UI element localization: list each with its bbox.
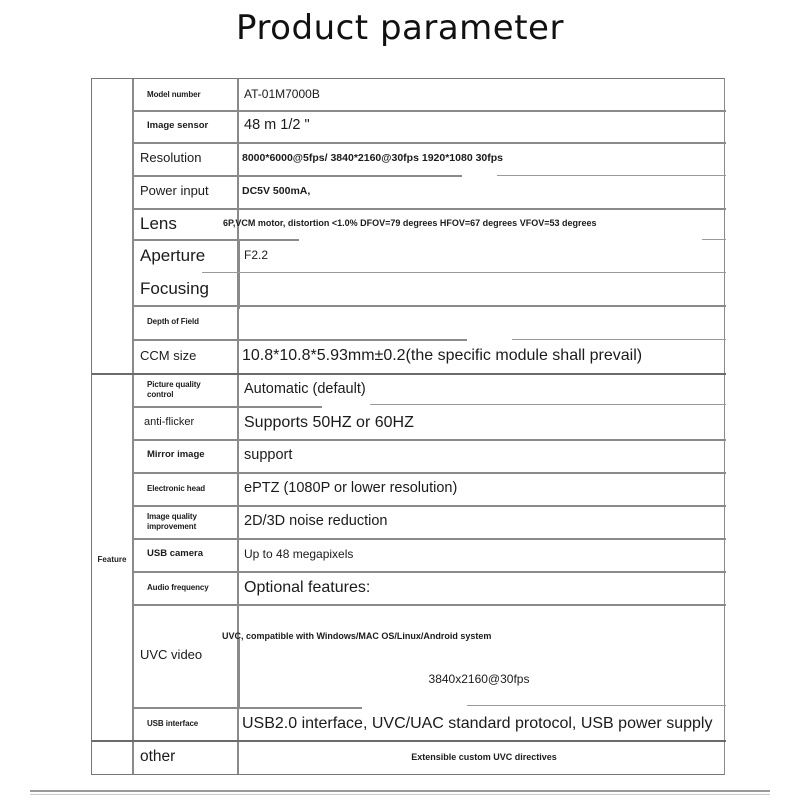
row-value-image-sensor: 48 m 1/2 " bbox=[244, 117, 310, 134]
product-parameter-table bbox=[91, 78, 725, 775]
row-value-depth-of-field bbox=[244, 305, 714, 339]
row-label-anti-flicker: anti-flicker bbox=[144, 416, 195, 429]
row-value-ccm-size: 10.8*10.8*5.93mm±0.2(the specific module shall prevail) bbox=[242, 347, 643, 365]
row-label-depth-of-field: Depth of Field bbox=[147, 317, 199, 327]
rule-after-uvc-video-right bbox=[467, 705, 726, 706]
row-label-resolution: Resolution bbox=[140, 150, 202, 166]
rule-tick bbox=[132, 501, 133, 507]
rule-tick bbox=[132, 171, 133, 177]
row-value-anti-flicker: Supports 50HZ or 60HZ bbox=[244, 413, 414, 431]
rule-tick bbox=[132, 468, 133, 474]
row-label-line2: improvement bbox=[147, 521, 197, 531]
row-label-usb-camera: USB camera bbox=[147, 548, 203, 560]
row-value-usb-camera: Up to 48 megapixels bbox=[244, 547, 354, 562]
rule-tick bbox=[132, 106, 133, 112]
row-label-line1: Picture quality bbox=[147, 380, 201, 390]
row-value-uvc-video-bullet: UVC, compatible with Windows/MAC OS/Linux/Android system bbox=[222, 630, 492, 641]
row-value-uvc-video-resolution: 3840x2160@30fps bbox=[428, 671, 530, 686]
row-value-aperture: F2.2 bbox=[244, 248, 269, 263]
row-label-uvc-video: UVC video bbox=[140, 647, 203, 663]
rule-tick bbox=[132, 600, 133, 606]
row-value-power-input: DC5V 500mA, bbox=[242, 185, 311, 198]
row-value-lens: 6P,VCM motor, distortion <1.0% DFOV=79 degrees HFOV=67 degrees VFOV=53 degrees bbox=[223, 218, 597, 229]
feature-column-divider bbox=[132, 79, 134, 774]
page-title: Product parameter bbox=[236, 8, 564, 48]
rule-tick bbox=[132, 435, 133, 441]
page-edge-line-secondary bbox=[30, 794, 770, 795]
inner-rule-aperture bbox=[238, 239, 240, 309]
row-label-model-number: Model number bbox=[147, 89, 201, 99]
page-edge-line bbox=[30, 790, 770, 792]
rule-tick bbox=[132, 138, 133, 144]
row-value-usb-interface: USB2.0 interface, UVC/UAC standard protocol, USB power supply bbox=[242, 714, 713, 732]
row-value-mirror-image: support bbox=[244, 446, 293, 463]
row-value-image-quality-improvement: 2D/3D noise reduction bbox=[244, 512, 388, 529]
row-label-picture-quality-control bbox=[147, 373, 232, 406]
rule-tick bbox=[132, 567, 133, 573]
row-label-focusing: Focusing bbox=[140, 278, 209, 298]
rule-tick bbox=[132, 204, 133, 210]
row-label-electronic-head: Electronic head bbox=[147, 483, 206, 493]
row-label-line1: Image quality bbox=[147, 512, 197, 522]
row-value-model-number: AT-01M7000B bbox=[244, 87, 320, 102]
rule-tick bbox=[132, 402, 133, 408]
label-value-divider-lower bbox=[237, 374, 239, 774]
row-value-electronic-head: ePTZ (1080P or lower resolution) bbox=[244, 479, 458, 496]
row-label-other: other bbox=[140, 748, 176, 766]
row-label-aperture: Aperture bbox=[140, 245, 206, 265]
row-label-line2: control bbox=[147, 389, 174, 399]
row-value-other: Extensible custom UVC directives bbox=[411, 751, 557, 762]
row-label-power-input: Power input bbox=[140, 183, 209, 199]
row-value-focusing bbox=[244, 272, 714, 305]
rule-tick bbox=[132, 534, 133, 540]
row-label-lens: Lens bbox=[140, 213, 177, 233]
row-label-ccm-size: CCM size bbox=[140, 347, 197, 363]
feature-group-label: Feature bbox=[97, 554, 127, 564]
row-label-usb-interface: USB interface bbox=[147, 718, 199, 728]
row-label-image-sensor: Image sensor bbox=[147, 119, 209, 131]
row-value-audio-frequency: Optional features: bbox=[244, 578, 371, 596]
row-label-image-quality-improvement bbox=[147, 505, 235, 538]
row-label-mirror-image: Mirror image bbox=[147, 449, 205, 461]
row-value-picture-quality-control: Automatic (default) bbox=[244, 380, 366, 397]
row-label-audio-frequency: Audio frequency bbox=[147, 582, 209, 592]
row-value-resolution: 8000*6000@5fps/ 3840*2160@30fps 1920*1080 30fps bbox=[242, 152, 504, 165]
